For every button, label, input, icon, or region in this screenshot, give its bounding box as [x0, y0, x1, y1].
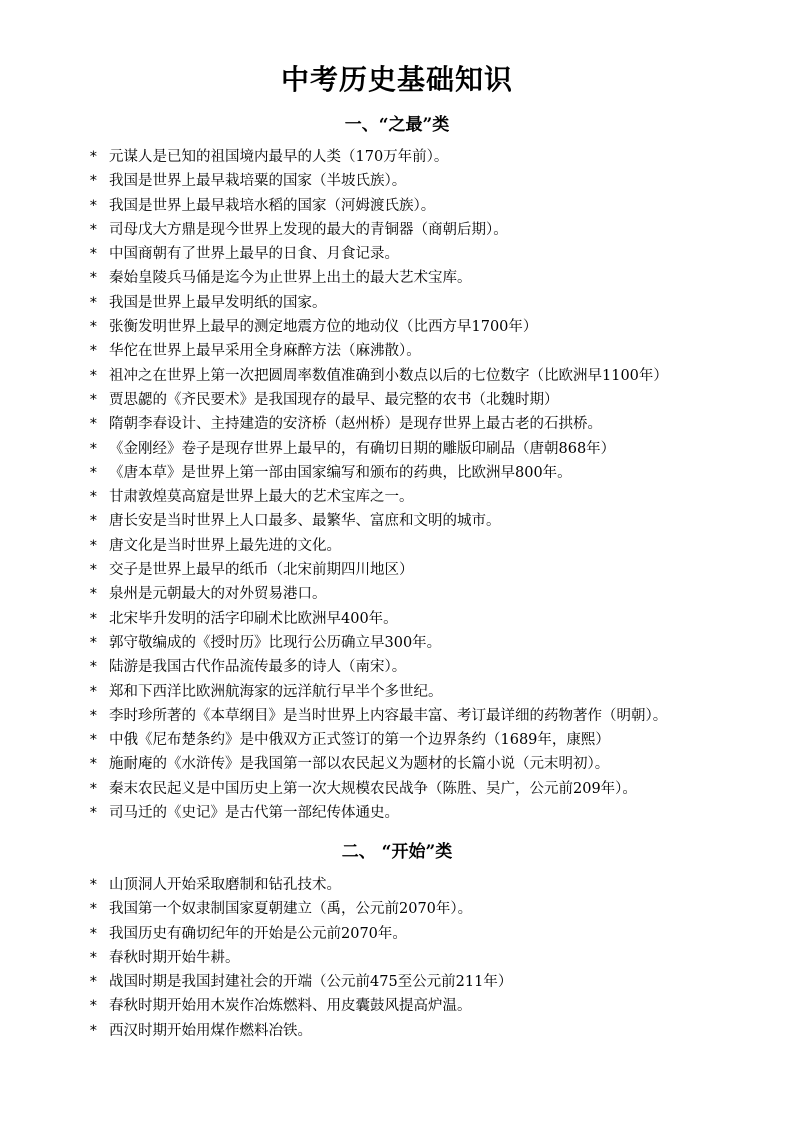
list-item [89, 242, 668, 266]
list-item-text: 山顶洞人开始采取磨制和钻孔技术。 [109, 877, 341, 893]
list-item [89, 582, 668, 606]
list-item [89, 704, 668, 728]
list-item-text: 春秋时期开始牛耕。 [109, 949, 240, 966]
asterisk-bullet-icon: * [89, 732, 98, 749]
asterisk-bullet-icon: * [89, 513, 98, 530]
list-item [89, 339, 668, 363]
list-item [89, 970, 512, 994]
list-item [89, 607, 668, 631]
beginnings-list [89, 873, 512, 1043]
list-item [89, 218, 668, 242]
list-item [89, 194, 668, 218]
list-item-text: 华佗在世界上最早采用全身麻醉方法（麻沸散）。 [109, 343, 421, 360]
list-item [89, 1019, 512, 1043]
list-item-text: 泉州是元朝最大的对外贸易港口。 [109, 586, 327, 603]
list-item [89, 437, 668, 461]
list-item-text: 甘肃敦煌莫高窟是世界上最大的艺术宝库之一。 [109, 489, 414, 506]
list-item-text: 郑和下西洋比欧洲航海家的远洋航行早半个多世纪。 [109, 683, 443, 700]
asterisk-bullet-icon: * [89, 610, 98, 627]
list-item-text: 唐长安是当时世界上人口最多、最繁华、富庶和文明的城市。 [109, 513, 501, 530]
asterisk-bullet-icon: * [89, 464, 98, 481]
list-item-text: 隋朝李春设计、主持建造的安济桥（赵州桥）是现存世界上最古老的石拱桥。 [109, 416, 602, 433]
list-item-text: 祖冲之在世界上第一次把圆周率数值准确到小数点以后的七位数字（比欧洲早1100年） [109, 367, 668, 384]
list-item-text: 春秋时期开始用木炭作冶炼燃料、用皮囊鼓风提高炉温。 [109, 998, 472, 1015]
list-item [89, 558, 668, 582]
list-item-text: 唐文化是当时世界上最先进的文化。 [109, 537, 341, 554]
asterisk-bullet-icon: * [89, 246, 98, 263]
list-item [89, 388, 668, 412]
list-item-text: 我国是世界上最早发明纸的国家。 [109, 294, 327, 311]
asterisk-bullet-icon: * [89, 416, 98, 433]
list-item-text: 我国历史有确切纪年的开始是公元前2070年。 [109, 925, 407, 942]
asterisk-bullet-icon: * [89, 149, 98, 165]
superlatives-list [89, 145, 668, 825]
list-item-text: 中俄《尼布楚条约》是中俄双方正式签订的第一个边界条约（1689年，康熙） [109, 732, 610, 749]
list-item-text: 李时珍所著的《本草纲目》是当时世界上内容最丰富、考订最详细的药物著作（明朝）。 [109, 707, 668, 724]
asterisk-bullet-icon: * [89, 998, 98, 1015]
asterisk-bullet-icon: * [89, 634, 98, 651]
list-item-text: 元谋人是已知的祖国境内最早的人类（170万年前）。 [109, 149, 449, 165]
list-item [89, 291, 668, 315]
list-item-text: 司母戊大方鼎是现今世界上发现的最大的青铜器（商朝后期）。 [109, 221, 508, 238]
list-item-text: 张衡发明世界上最早的测定地震方位的地动仪（比西方早1700年） [109, 319, 538, 336]
list-item [89, 364, 668, 388]
list-item [89, 777, 668, 801]
asterisk-bullet-icon: * [89, 537, 98, 554]
list-item [89, 485, 668, 509]
list-item-text: 郭守敬编成的《授时历》比现行公历确立早300年。 [109, 634, 442, 651]
list-item-text: 《唐本草》是世界上第一部由国家编写和颁布的药典，比欧洲早800年。 [109, 464, 572, 481]
asterisk-bullet-icon: * [89, 319, 98, 336]
asterisk-bullet-icon: * [89, 707, 98, 724]
list-item [89, 728, 668, 752]
asterisk-bullet-icon: * [89, 586, 98, 603]
list-item [89, 801, 668, 825]
asterisk-bullet-icon: * [89, 1022, 98, 1039]
list-item-text: 秦始皇陵兵马俑是迄今为止世界上出土的最大艺术宝库。 [109, 270, 472, 287]
list-item [89, 534, 668, 558]
asterisk-bullet-icon: * [89, 221, 98, 238]
asterisk-bullet-icon: * [89, 756, 98, 773]
list-item-text: 我国是世界上最早栽培水稻的国家（河姆渡氏族）。 [109, 197, 436, 214]
section-heading-superlatives: 一、“之最”类 [344, 115, 450, 135]
list-item [89, 680, 668, 704]
section-heading-beginnings: 二、 “开始”类 [341, 842, 453, 862]
list-item-text: 《金刚经》卷子是现存世界上最早的，有确切日期的雕版印刷品（唐朝868年） [109, 440, 616, 457]
asterisk-bullet-icon: * [89, 294, 98, 311]
list-item-text: 我国是世界上最早栽培粟的国家（半坡氏族）。 [109, 173, 407, 190]
asterisk-bullet-icon: * [89, 974, 98, 991]
asterisk-bullet-icon: * [89, 562, 98, 579]
list-item-text: 中国商朝有了世界上最早的日食、月食记录。 [109, 246, 399, 263]
list-item [89, 631, 668, 655]
list-item [89, 315, 668, 339]
list-item-text: 交子是世界上最早的纸币（北宋前期四川地区） [109, 562, 414, 579]
asterisk-bullet-icon: * [89, 925, 98, 942]
asterisk-bullet-icon: * [89, 659, 98, 676]
list-item [89, 169, 668, 193]
asterisk-bullet-icon: * [89, 489, 98, 506]
list-item-text: 司马迁的《史记》是古代第一部纪传体通史。 [109, 805, 399, 822]
asterisk-bullet-icon: * [89, 270, 98, 287]
list-item [89, 922, 512, 946]
list-item [89, 994, 512, 1018]
asterisk-bullet-icon: * [89, 367, 98, 384]
asterisk-bullet-icon: * [89, 901, 98, 918]
list-item-text: 北宋毕升发明的活字印刷术比欧洲早400年。 [109, 610, 398, 627]
list-item-text: 陆游是我国古代作品流传最多的诗人（南宋）。 [109, 659, 407, 676]
list-item [89, 655, 668, 679]
list-item [89, 752, 668, 776]
list-item [89, 873, 512, 897]
asterisk-bullet-icon: * [89, 949, 98, 966]
list-item-text: 贾思勰的《齐民要术》是我国现存的最早、最完整的农书（北魏时期） [109, 391, 559, 408]
list-item-text: 西汉时期开始用煤作燃料冶铁。 [109, 1022, 312, 1039]
list-item [89, 461, 668, 485]
asterisk-bullet-icon: * [89, 780, 98, 797]
asterisk-bullet-icon: * [89, 683, 98, 700]
asterisk-bullet-icon: * [89, 173, 98, 190]
asterisk-bullet-icon: * [89, 440, 98, 457]
list-item [89, 509, 668, 533]
list-item [89, 946, 512, 970]
page-title: 中考历史基础知识 [280, 63, 513, 96]
asterisk-bullet-icon: * [89, 343, 98, 360]
list-item [89, 412, 668, 436]
asterisk-bullet-icon: * [89, 805, 98, 822]
list-item-text: 秦末农民起义是中国历史上第一次大规模农民战争（陈胜、吴广，公元前209年）。 [109, 780, 637, 797]
asterisk-bullet-icon: * [89, 877, 98, 893]
list-item [89, 145, 668, 169]
asterisk-bullet-icon: * [89, 391, 98, 408]
list-item-text: 我国第一个奴隶制国家夏朝建立（禹，公元前2070年）。 [109, 901, 473, 918]
asterisk-bullet-icon: * [89, 197, 98, 214]
list-item-text: 施耐庵的《水浒传》是我国第一部以农民起义为题材的长篇小说（元末明初）。 [109, 756, 610, 773]
list-item [89, 897, 512, 921]
list-item-text: 战国时期是我国封建社会的开端（公元前475至公元前211年） [109, 974, 513, 991]
list-item [89, 266, 668, 290]
